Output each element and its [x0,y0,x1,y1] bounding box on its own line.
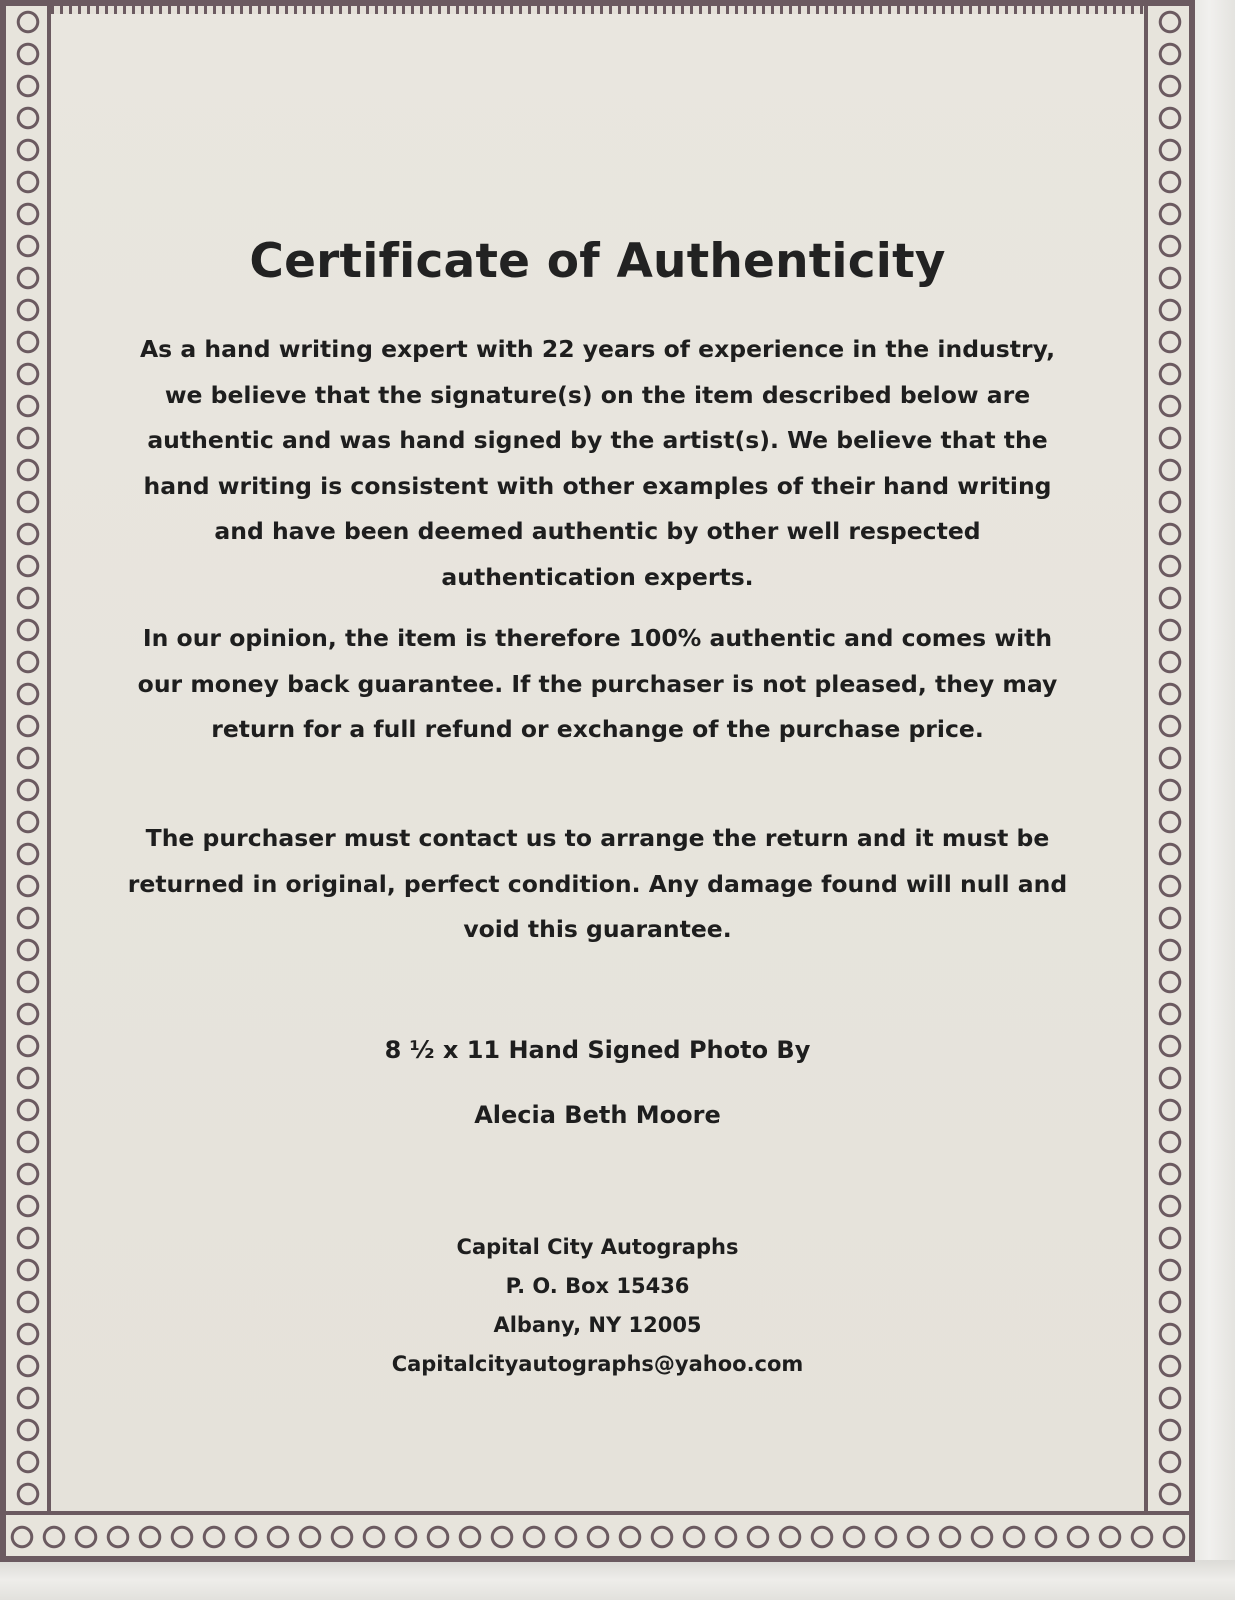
plastic-sleeve-edge [1192,0,1235,1600]
issuer-city-state-zip: Albany, NY 12005 [493,1313,702,1337]
issuer-email: Capitalcityautographs@yahoo.com [391,1352,804,1376]
return-conditions-paragraph: The purchaser must contact us to arrange the return and it must be returned in original, perfect condition. Any damage found will null and void this guarantee. [127,824,1068,943]
frame-border-top [6,6,1189,14]
issuer-po-box: P. O. Box 15436 [505,1274,690,1298]
certificate-title: Certificate of Authenticity [249,234,946,289]
statement-paragraph: As a hand writing expert with 22 years of experience in the industry, we believe that the signature(s) on the item described below are authentic and was hand signed by the artist(s). We believe that the hand writing is consistent with other examples of their hand writing and have been deemed authentic by other well respected authentication experts. [139,335,1055,591]
issuer-company: Capital City Autographs [456,1235,739,1259]
item-description: 8 ½ x 11 Hand Signed Photo By [384,1036,811,1064]
artist-name: Alecia Beth Moore [474,1101,721,1129]
guarantee-paragraph: In our opinion, the item is therefore 100% authentic and comes with our money back guarantee. If the purchaser is not pleased, they may return for a full refund or exchange of the purchase price. [137,624,1058,743]
frame-scroll-border-bottom [6,1511,1189,1556]
plastic-sleeve-bottom [0,1560,1235,1600]
